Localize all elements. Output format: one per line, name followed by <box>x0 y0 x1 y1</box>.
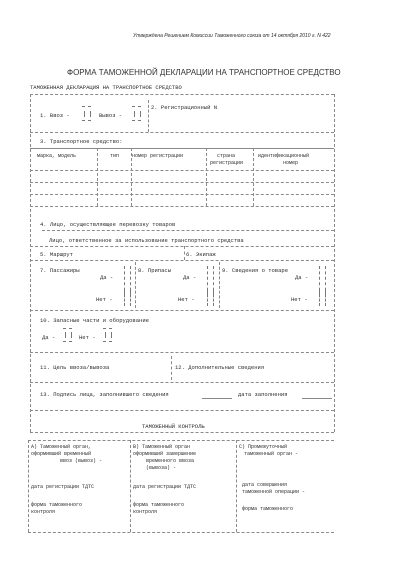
table-row <box>30 206 334 207</box>
field-7-label: 7. Пассажиры <box>40 267 80 274</box>
fill-date-label: дата заполнения <box>238 391 288 398</box>
col-b-date: дата регистрации ТДТС <box>133 484 197 490</box>
col-c-date-2: таможенной операции - <box>242 489 306 495</box>
passengers-yes-label: Да - <box>100 274 114 281</box>
col-ident-header-2: номер <box>283 160 299 166</box>
col-type-header: тип <box>110 153 120 159</box>
spare-parts-no-checkbox[interactable] <box>105 332 112 338</box>
col-a-line-3: ввоз (вывоз) - <box>60 458 103 464</box>
field-8-label: 8. Припасы <box>138 267 172 274</box>
divider <box>30 132 334 133</box>
field-1-export-label: Вывоз - <box>99 112 123 119</box>
col-make-header: марка, модель <box>37 153 77 159</box>
goods-yes-label: Да - <box>295 274 309 281</box>
field-13-label: 13. Подпись лица, заполнившего сведения <box>40 391 169 398</box>
field-5-label: 5. Маршрут <box>40 251 74 258</box>
passengers-no-checkbox[interactable] <box>124 290 131 306</box>
frame-right <box>334 94 335 432</box>
field-2-label: 2. Регистрационный N <box>151 104 218 111</box>
approval-note: Утверждена Решением Комиссии Таможенного союза от 14 октября 2010 г. N 422 <box>133 33 331 39</box>
table-row <box>30 182 334 183</box>
col-c-form: форма таможенного <box>242 506 294 512</box>
customs-control-header: ТАМОЖЕННЫЙ КОНТРОЛЬ <box>142 423 205 430</box>
signature-line[interactable] <box>202 398 232 399</box>
field-6-label: 6. Экипаж <box>186 251 216 258</box>
col-a-line-2: оформивший временный <box>31 451 92 457</box>
col-b-line-3: временного ввоза <box>146 458 195 464</box>
form-subtitle: ТАМОЖЕННАЯ ДЕКЛАРАЦИЯ НА ТРАНСПОРТНОЕ СРЕДСТВО <box>30 84 182 91</box>
spare-parts-yes-label: Да - <box>42 334 56 341</box>
col-b-line-4: (вывоза) - <box>146 465 177 471</box>
col-b-line-1: B) Таможенный орган <box>133 444 191 450</box>
field-9-label: 9. Сведения о товаре <box>222 267 289 274</box>
col-a-form-1: форма таможенного <box>31 502 83 508</box>
col-a-line-1: A) Таможенный орган, <box>31 444 92 450</box>
col-a-date: дата регистрации ТДТС <box>31 484 95 490</box>
passengers-no-label: Нет - <box>96 296 113 303</box>
col-c-line-2: таможенный орган - <box>244 451 299 457</box>
field-12-label: 12. Дополнительные сведения <box>175 364 265 371</box>
col-b-form-2: контроля <box>133 509 158 515</box>
field-1-import-label: 1. Ввоз - <box>40 112 70 119</box>
goods-no-label: Нет - <box>291 296 308 303</box>
table-row <box>30 170 334 171</box>
goods-no-checkbox[interactable] <box>319 290 326 306</box>
divider <box>30 94 334 95</box>
spare-parts-yes-checkbox[interactable] <box>65 332 72 338</box>
form-title: ФОРМА ТАМОЖЕННОЙ ДЕКЛАРАЦИИ НА ТРАНСПОРТНОЕ СРЕДСТВО <box>67 68 341 77</box>
supplies-yes-label: Да - <box>183 274 197 281</box>
field-4-label: 4. Лицо, осуществляющее перевозку товаров <box>40 221 176 228</box>
col-b-form-1: форма таможенного <box>133 502 185 508</box>
field-3-label: 3. Транспортное средство: <box>40 138 123 145</box>
table-top-rule <box>30 148 334 149</box>
supplies-no-label: Нет - <box>178 296 195 303</box>
field-11-label: 11. Цель ввоза/вывоза <box>40 364 110 371</box>
col-c-date-1: дата совершения <box>242 482 288 488</box>
col-b-line-2: оформивший завершение <box>133 451 197 457</box>
spare-parts-no-label: Нет - <box>79 334 96 341</box>
field-4-subtitle: Лицо, ответственное за использование транспортного средства <box>49 237 244 244</box>
divider <box>148 100 149 132</box>
col-country-header-2: регистрации <box>210 160 244 166</box>
supplies-no-checkbox[interactable] <box>207 290 214 306</box>
date-line[interactable] <box>302 398 332 399</box>
export-checkbox[interactable] <box>134 111 141 117</box>
col-reg-number-header: номер регистрации <box>132 153 184 159</box>
table-row <box>30 194 334 195</box>
col-a-form-2: контроля <box>31 509 56 515</box>
field-10-label: 10. Запасные части и оборудование <box>40 317 149 324</box>
col-country-header: страна <box>217 153 236 159</box>
import-checkbox[interactable] <box>84 111 91 117</box>
col-ident-header: идентификационный <box>258 153 310 159</box>
col-c-line-1: C) Промежуточный <box>239 444 288 450</box>
